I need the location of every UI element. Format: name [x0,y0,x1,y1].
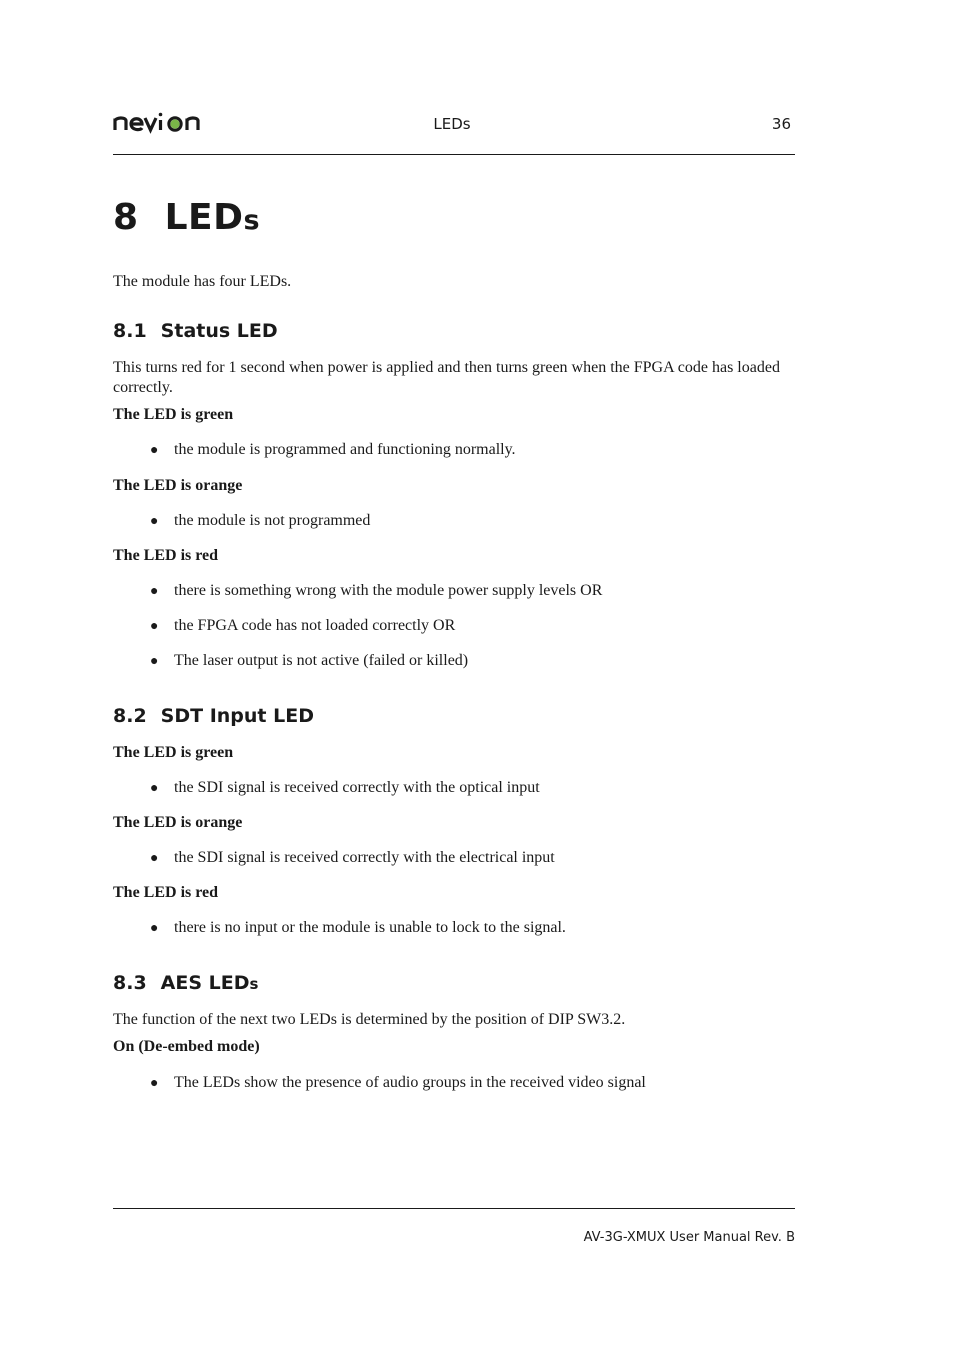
status-red-heading: The LED is red [113,547,219,564]
chapter-title [113,197,260,238]
status-led-paragraph: This turns red for 1 second when power is applied and then turns green when the FPGA code has loaded correctly. [113,359,780,396]
section-number: 8.2 [113,705,147,727]
status-orange-heading: The LED is orange [113,477,243,494]
bullet-icon: ● [150,514,159,529]
intro-paragraph: The module has four LEDs. [113,273,292,290]
list-item-text: there is no input or the module is unable to lock to the signal. [174,919,566,936]
section-title: Status LED [160,320,278,342]
bullet-icon: ● [150,1076,159,1091]
list-item-text: there is something wrong with the module power supply levels OR [174,582,603,599]
list-item [150,440,516,461]
chapter-number: 8 [113,197,139,238]
footer-document-title: AV-3G-XMUX User Manual Rev. B [583,1230,795,1245]
section-title: SDT Input LED [160,705,314,727]
page-number: 36 [771,115,791,133]
section-number: 8.3 [113,972,147,994]
running-header-title: LEDs [433,115,471,133]
sdt-green-heading: The LED is green [113,744,234,761]
bullet-icon: ● [150,781,159,796]
sdt-red-heading: The LED is red [113,884,219,901]
list-item-text: the module is not programmed [174,512,371,529]
aes-leds-paragraph: The function of the next two LEDs is determined by the position of DIP SW3.2. [113,1011,626,1028]
header-divider [113,154,795,155]
list-item [150,1073,646,1094]
section-heading-aes-leds [113,972,258,994]
bullet-icon: ● [150,443,159,458]
list-item-text: the SDI signal is received correctly with the optical input [174,779,540,796]
section-heading-status-led [113,320,278,342]
list-item [150,778,540,799]
bullet-icon: ● [150,584,159,599]
footer-divider [113,1208,795,1209]
list-item [150,511,370,532]
list-item-text: the FPGA code has not loaded correctly OR [174,617,456,634]
list-item [150,848,555,869]
list-item [150,651,468,672]
list-item-text: the module is programmed and functioning normally. [174,441,516,458]
section-title-main: AES LED [160,972,250,994]
sdt-orange-heading: The LED is orange [113,814,243,831]
list-item-text: The LEDs show the presence of audio groups in the received video signal [174,1074,646,1091]
chapter-title-suffix: s [243,205,261,236]
chapter-title-main: LED [164,197,244,238]
list-item-text: The laser output is not active (failed or killed) [174,652,469,669]
bullet-icon: ● [150,921,159,936]
de-embed-mode-heading: On (De-embed mode) [113,1038,260,1055]
section-heading-sdt-input-led [113,705,314,727]
bullet-icon: ● [150,851,159,866]
list-item [150,581,602,602]
list-item [150,616,455,637]
list-item-text: the SDI signal is received correctly with the electrical input [174,849,555,866]
section-title-suffix: s [249,975,259,993]
bullet-icon: ● [150,654,159,669]
section-number: 8.1 [113,320,147,342]
status-green-heading: The LED is green [113,406,234,423]
bullet-icon: ● [150,619,159,634]
list-item [150,918,566,939]
